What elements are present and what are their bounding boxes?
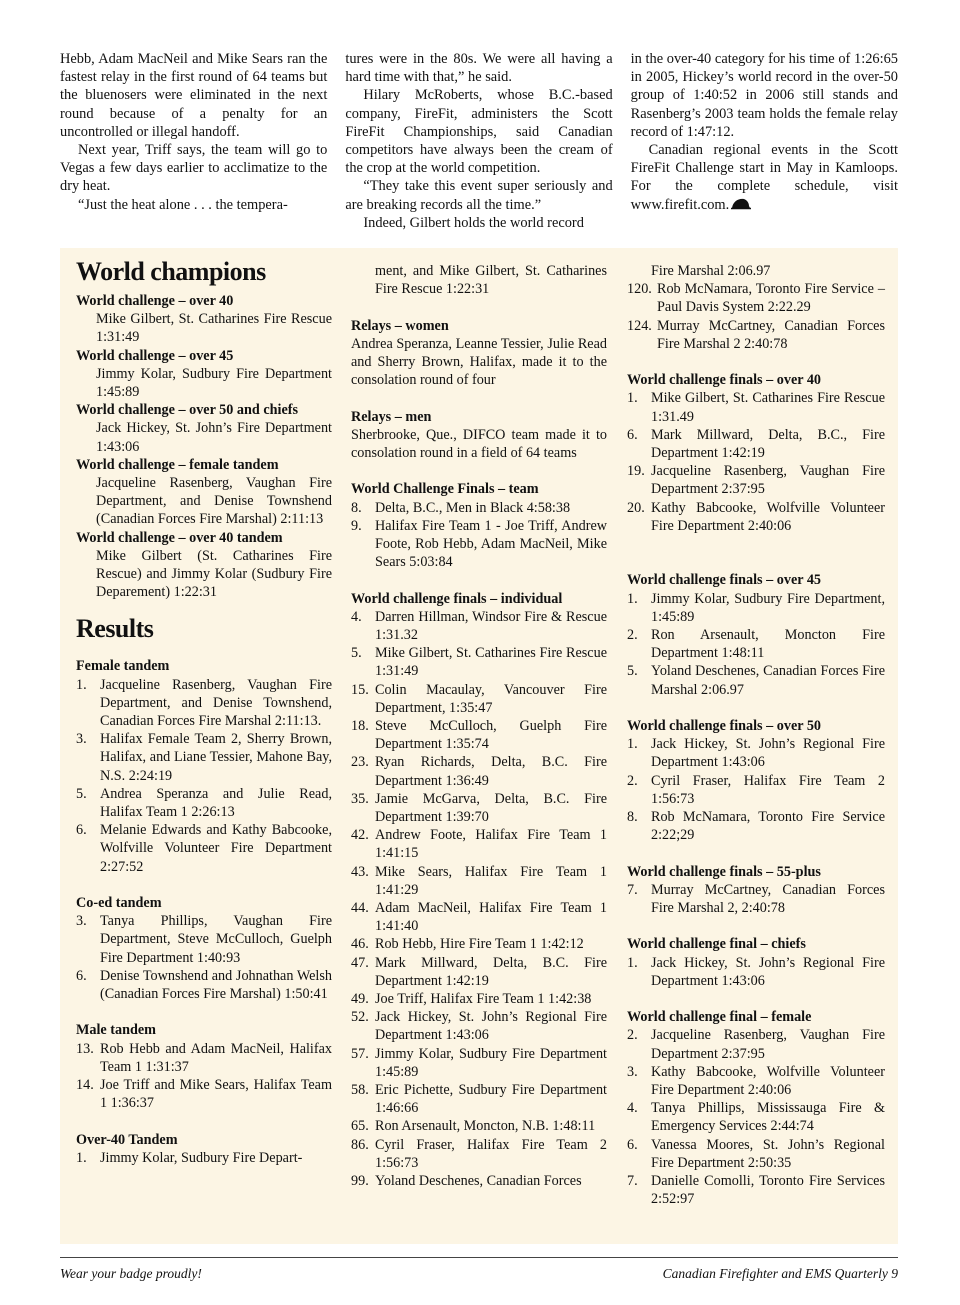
result-continuation: Fire Marshal 2:06.97 bbox=[651, 263, 771, 279]
result-text: Halifax Female Team 2, Sherry Brown, Halifax, and Liane Tessier, Mahone Bay, N.S. 2:24:19 bbox=[100, 731, 332, 784]
article-paragraph: Next year, Triff says, the team will go to Vegas a few days earlier to acclimatize to the dry heat. bbox=[60, 142, 328, 195]
result-rank: 86. bbox=[351, 1136, 369, 1153]
footer-divider bbox=[60, 1257, 898, 1258]
result-text: Tanya Phillips, Mississauga Fire & Emergency Services 2:44:74 bbox=[651, 1100, 885, 1135]
result-item bbox=[76, 676, 332, 731]
result-item bbox=[627, 626, 885, 662]
result-text: Mark Millward, Delta, B.C., Fire Department 1:42:19 bbox=[651, 426, 885, 462]
result-rank: 6. bbox=[627, 1136, 638, 1153]
result-text: Andrew Foote, Halifax Fire Team 1 1:41:15 bbox=[375, 827, 607, 862]
section-heading: World challenge – over 45 bbox=[76, 347, 234, 364]
result-text: Cyril Fraser, Halifax Fire Team 2 1:56:73 bbox=[651, 772, 885, 807]
result-item bbox=[351, 517, 607, 572]
result-item bbox=[627, 1136, 885, 1172]
result-text: Yoland Deschenes, Canadian Forces bbox=[375, 1173, 582, 1190]
chiefs-results-list bbox=[627, 954, 885, 990]
result-rank: 47. bbox=[351, 954, 369, 971]
result-text: Murray McCartney, Canadian Forces Fire Marshal 2 2:40:78 bbox=[657, 317, 885, 352]
result-text: Jack Hickey, St. John’s Regional Fire Department 1:43:06 bbox=[651, 736, 885, 771]
footer-tagline: Wear your badge proudly! bbox=[60, 1266, 202, 1281]
result-text: Jacqueline Rasenberg, Vaughan Fire Department 2:37:95 bbox=[651, 463, 885, 498]
article-paragraph: “Just the heat alone . . . the tempera- bbox=[78, 196, 288, 213]
section-heading: World challenge finals – 55-plus bbox=[627, 863, 821, 880]
results-title: Results bbox=[76, 614, 154, 644]
result-rank: 99. bbox=[351, 1173, 369, 1190]
article-body bbox=[60, 50, 898, 240]
result-rank: 1. bbox=[627, 590, 638, 607]
over45-results-list bbox=[627, 590, 885, 699]
result-item bbox=[627, 590, 885, 626]
result-item bbox=[351, 954, 607, 990]
champion-entry: Jacqueline Rasenberg, Vaughan Fire Department, and Denise Townshend (Canadian Forces Fire Marshal) 2:11:13 bbox=[96, 475, 332, 528]
champion-entry: Mike Gilbert, St. Catharines Fire Rescue 1:31:49 bbox=[96, 311, 332, 346]
results-column-2 bbox=[351, 262, 607, 1190]
result-item bbox=[351, 681, 607, 717]
result-text: Yoland Deschenes, Canadian Forces Fire Marshal 2:06.97 bbox=[651, 663, 885, 698]
article-column-1 bbox=[60, 50, 327, 240]
result-text: Jimmy Kolar, Sudbury Fire Department 1:45:89 bbox=[375, 1045, 607, 1080]
article-paragraph-text: Canadian regional events in the Scott FireFit Challenge start in May in Kamloops. For the complete schedule, visit www.firefit.com. bbox=[630, 142, 898, 213]
section-heading: World challenge finals – over 40 bbox=[627, 372, 822, 389]
result-text: Tanya Phillips, Vaughan Fire Department, Steve McCulloch, Guelph Fire Department 1:40:93 bbox=[100, 913, 332, 966]
result-rank: 14. bbox=[76, 1077, 94, 1094]
result-text: Jacqueline Rasenberg, Vaughan Fire Department 2:37:95 bbox=[651, 1027, 885, 1062]
world-champions-title: World champions bbox=[76, 257, 266, 286]
section-heading: World challenge final – female bbox=[627, 1009, 812, 1026]
result-item bbox=[351, 1136, 607, 1172]
result-item bbox=[351, 790, 607, 826]
result-rank: 1. bbox=[76, 676, 87, 693]
article-column-2 bbox=[345, 50, 612, 240]
article-paragraph: “They take this event super seriously and are breaking records all the time.” bbox=[345, 178, 613, 213]
result-text: Colin Macaulay, Vancouver Fire Department, 1:35:47 bbox=[375, 681, 607, 716]
result-item bbox=[351, 1008, 607, 1044]
result-rank: 58. bbox=[351, 1082, 369, 1099]
result-rank: 5. bbox=[76, 785, 87, 802]
result-text: Andrea Speranza and Julie Read, Halifax Team 1 2:26:13 bbox=[100, 785, 332, 821]
result-rank: 23. bbox=[351, 754, 369, 771]
result-rank: 6. bbox=[76, 967, 87, 984]
result-item bbox=[351, 717, 607, 753]
result-text: Melanie Edwards and Kathy Babcooke, Wolfville Volunteer Fire Department 2:27:52 bbox=[100, 822, 332, 875]
result-rank: 2. bbox=[627, 627, 638, 644]
result-text: Rob Hebb and Adam MacNeil, Halifax Team 1 1:31:37 bbox=[100, 1040, 332, 1075]
result-rank: 2. bbox=[627, 772, 638, 789]
result-text: Rob Hebb, Hire Fire Team 1 1:42:12 bbox=[375, 936, 584, 953]
result-rank: 13. bbox=[76, 1040, 94, 1057]
result-text: Darren Hillman, Windsor Fire & Rescue 1:31.32 bbox=[375, 608, 607, 643]
section-heading: World challenge finals – individual bbox=[351, 590, 563, 607]
result-text: Halifax Fire Team 1 - Joe Triff, Andrew Foote, Rob Hebb, Adam MacNeil, Mike Sears 5:03:84 bbox=[375, 517, 607, 571]
result-item bbox=[627, 662, 885, 698]
result-text: Mark Millward, Delta, B.C. Fire Department 1:42:19 bbox=[375, 954, 607, 989]
section-heading: World Challenge Finals – team bbox=[351, 481, 539, 498]
result-item bbox=[351, 863, 607, 899]
result-rank: 49. bbox=[351, 991, 369, 1008]
result-item bbox=[627, 808, 885, 844]
55plus-results-list bbox=[627, 881, 885, 917]
champion-entry: Jimmy Kolar, Sudbury Fire Department 1:45:89 bbox=[96, 365, 332, 401]
result-text: Danielle Comolli, Toronto Fire Services 2:52:97 bbox=[651, 1173, 885, 1208]
result-rank: 4. bbox=[351, 608, 362, 625]
result-text: Denise Townshend and Johnathan Welsh (Canadian Forces Fire Marshal) 1:50:41 bbox=[100, 967, 332, 1003]
section-heading: Co-ed tandem bbox=[76, 895, 162, 912]
result-item bbox=[627, 954, 885, 990]
results-sidebar bbox=[60, 248, 898, 1244]
firefighter-helmet-icon bbox=[731, 198, 751, 210]
result-item bbox=[76, 821, 332, 876]
result-item bbox=[351, 935, 607, 953]
result-item bbox=[76, 785, 332, 821]
result-item bbox=[76, 1040, 332, 1076]
result-item bbox=[627, 426, 885, 462]
result-rank: 1. bbox=[627, 390, 638, 407]
result-item bbox=[76, 1076, 332, 1112]
result-rank: 35. bbox=[351, 790, 369, 807]
result-text: Kathy Babcooke, Wolfville Volunteer Fire Department 2:40:06 bbox=[651, 1063, 885, 1099]
result-item bbox=[627, 1099, 885, 1135]
result-rank: 5. bbox=[627, 663, 638, 680]
over50-results-list bbox=[627, 735, 885, 844]
result-text: Ryan Richards, Delta, B.C. Fire Department 1:36:49 bbox=[375, 754, 607, 789]
result-paragraph: Andrea Speranza, Leanne Tessier, Julie Read and Sherry Brown, Halifax, made it to the consolation round of four bbox=[351, 335, 607, 389]
result-rank: 57. bbox=[351, 1045, 369, 1062]
result-text: Jamie McGarva, Delta, B.C. Fire Department 1:39:70 bbox=[375, 790, 607, 826]
result-text: Delta, B.C., Men in Black 4:58:38 bbox=[375, 499, 571, 516]
section-heading: World challenge – female tandem bbox=[76, 456, 279, 473]
result-item bbox=[351, 899, 607, 935]
article-paragraph: Indeed, Gilbert holds the world record bbox=[363, 214, 584, 231]
result-rank: 46. bbox=[351, 936, 369, 953]
section-heading: World challenge – over 40 tandem bbox=[76, 529, 283, 546]
article-paragraph: Hebb, Adam MacNeil and Mike Sears ran the fastest relay in the first round of 64 teams but the bluenosers were eliminated in the next round because of a penalty for an uncontrolled or illegal handoff. bbox=[60, 51, 328, 140]
result-item bbox=[627, 735, 885, 771]
result-text: Mike Gilbert, St. Catharines Fire Rescue 1:31:49 bbox=[375, 645, 607, 680]
result-item bbox=[76, 912, 332, 967]
result-item bbox=[351, 644, 607, 680]
result-text: Rob McNamara, Toronto Fire Service 2:22;29 bbox=[651, 809, 885, 844]
result-item bbox=[351, 1117, 607, 1135]
result-rank: 1. bbox=[627, 954, 638, 971]
result-text: Rob McNamara, Toronto Fire Service – Paul Davis System 2:22.29 bbox=[657, 281, 885, 316]
over40-results-list bbox=[627, 389, 885, 535]
result-rank: 2. bbox=[627, 1027, 638, 1044]
result-item bbox=[351, 826, 607, 862]
result-rank: 1. bbox=[627, 736, 638, 753]
result-text: Ron Arsenault, Moncton Fire Department 1:48:11 bbox=[651, 627, 885, 662]
result-text: Eric Pichette, Sudbury Fire Department 1:46:66 bbox=[375, 1082, 607, 1117]
champion-entry: Jack Hickey, St. John’s Fire Department 1:43:06 bbox=[96, 420, 332, 455]
article-paragraph: in the over-40 category for his time of 1:26:65 in 2005, Hickey’s world record in the over-50 group of 1:40:52 in 2006 still stands and Rasenberg’s 2003 team holds the female relay record of 1:47:12. bbox=[630, 51, 898, 140]
result-text: Jack Hickey, St. John’s Regional Fire Department 1:43:06 bbox=[651, 954, 885, 989]
result-text: Steve McCulloch, Guelph Fire Department 1:35:74 bbox=[375, 718, 607, 753]
result-rank: 18. bbox=[351, 718, 369, 735]
result-text: Joe Triff and Mike Sears, Halifax Team 1 1:36:37 bbox=[100, 1077, 332, 1112]
result-item bbox=[627, 1172, 885, 1208]
article-paragraph: Hilary McRoberts, whose B.C.-based company, FireFit, administers the Scott FireFit Championships, said Canadian competitors have always been the cream of the crop at the world competition. bbox=[345, 87, 613, 177]
result-text: Mike Sears, Halifax Fire Team 1 1:41:29 bbox=[375, 863, 607, 898]
result-item bbox=[76, 1149, 332, 1167]
section-heading: Relays – men bbox=[351, 408, 432, 425]
result-item bbox=[76, 967, 332, 1003]
result-rank: 7. bbox=[627, 1173, 638, 1190]
section-heading: Female tandem bbox=[76, 658, 170, 675]
footer-page-info: Canadian Firefighter and EMS Quarterly 9 bbox=[662, 1266, 898, 1281]
result-item bbox=[351, 753, 607, 789]
result-text: Jack Hickey, St. John’s Regional Fire Department 1:43:06 bbox=[375, 1009, 607, 1044]
result-rank: 9. bbox=[351, 517, 362, 534]
result-item bbox=[351, 1081, 607, 1117]
result-rank: 124. bbox=[627, 317, 652, 334]
article-column-3 bbox=[631, 50, 898, 240]
result-text: Murray McCartney, Canadian Forces Fire Marshal 2, 2:40:78 bbox=[651, 881, 885, 917]
section-heading: World challenge finals – over 45 bbox=[627, 572, 822, 589]
section-heading: Over-40 Tandem bbox=[76, 1131, 178, 1148]
result-rank: 7. bbox=[627, 881, 638, 898]
champion-entry: Mike Gilbert (St. Catharines Fire Rescue) and Jimmy Kolar (Sudbury Fire Deparement) 1:22:31 bbox=[96, 547, 332, 601]
section-heading: World challenge – over 50 and chiefs bbox=[76, 402, 299, 419]
result-text: Kathy Babcooke, Wolfville Volunteer Fire Department 2:40:06 bbox=[651, 499, 885, 534]
result-continuation: ment, and Mike Gilbert, St. Catharines Fire Rescue 1:22:31 bbox=[375, 263, 607, 298]
article-paragraph bbox=[631, 141, 898, 214]
result-item bbox=[627, 1026, 885, 1062]
female-results-list bbox=[627, 1026, 885, 1208]
result-rank: 1. bbox=[76, 1149, 87, 1166]
result-rank: 3. bbox=[76, 731, 87, 748]
result-rank: 43. bbox=[351, 863, 369, 880]
article-paragraph: tures were in the 80s. We were all having a hard time with that,” he said. bbox=[345, 51, 613, 86]
result-item bbox=[627, 317, 885, 353]
section-heading: World challenge finals – over 50 bbox=[627, 718, 822, 735]
result-rank: 8. bbox=[627, 809, 638, 826]
result-rank: 3. bbox=[76, 913, 87, 930]
result-item bbox=[351, 608, 607, 644]
result-text: Adam MacNeil, Halifax Fire Team 1 1:41:40 bbox=[375, 900, 607, 935]
result-rank: 120. bbox=[627, 281, 652, 298]
result-text: Mike Gilbert, St. Catharines Fire Rescue 1:31.49 bbox=[651, 390, 885, 425]
result-rank: 3. bbox=[627, 1063, 638, 1080]
result-rank: 42. bbox=[351, 827, 369, 844]
result-rank: 6. bbox=[76, 822, 87, 839]
result-item bbox=[627, 462, 885, 498]
results-column-3 bbox=[627, 262, 885, 1208]
result-text: Jimmy Kolar, Sudbury Fire Depart- bbox=[100, 1149, 303, 1166]
result-item bbox=[76, 730, 332, 785]
result-item bbox=[627, 499, 885, 535]
result-rank: 8. bbox=[351, 499, 362, 516]
result-rank: 4. bbox=[627, 1100, 638, 1117]
result-rank: 15. bbox=[351, 681, 369, 698]
result-rank: 52. bbox=[351, 1009, 369, 1026]
section-heading: World challenge final – chiefs bbox=[627, 936, 806, 953]
result-text: Vanessa Moores, St. John’s Regional Fire Department 2:50:35 bbox=[651, 1136, 885, 1171]
result-text: Ron Arsenault, Moncton, N.B. 1:48:11 bbox=[375, 1118, 596, 1135]
results-column-1 bbox=[76, 257, 332, 1167]
section-heading: Relays – women bbox=[351, 317, 449, 334]
result-text: Jacqueline Rasenberg, Vaughan Fire Department, and Denise Townshend, Canadian Forces Fire Marshal 2:11:13. bbox=[100, 676, 332, 730]
section-heading: Male tandem bbox=[76, 1022, 156, 1039]
result-rank: 44. bbox=[351, 900, 369, 917]
result-item bbox=[627, 280, 885, 316]
individual-results-list bbox=[351, 608, 607, 1191]
result-rank: 6. bbox=[627, 426, 638, 443]
result-text: Joe Triff, Halifax Fire Team 1 1:42:38 bbox=[375, 991, 592, 1008]
result-item bbox=[351, 990, 607, 1008]
result-paragraph: Sherbrooke, Que., DIFCO team made it to consolation round in a field of 64 teams bbox=[351, 426, 607, 461]
result-rank: 20. bbox=[627, 499, 645, 516]
result-text: Jimmy Kolar, Sudbury Fire Department, 1:45:89 bbox=[651, 590, 885, 625]
result-item bbox=[351, 1045, 607, 1081]
result-item bbox=[627, 881, 885, 917]
result-rank: 65. bbox=[351, 1118, 369, 1135]
section-heading: World challenge – over 40 bbox=[76, 293, 234, 309]
result-item bbox=[627, 772, 885, 808]
result-item bbox=[351, 1172, 607, 1190]
result-rank: 19. bbox=[627, 463, 645, 480]
result-text: Cyril Fraser, Halifax Fire Team 2 1:56:73 bbox=[375, 1136, 607, 1171]
result-item bbox=[627, 1063, 885, 1099]
result-rank: 5. bbox=[351, 645, 362, 662]
result-item bbox=[627, 389, 885, 425]
result-item bbox=[351, 499, 607, 517]
